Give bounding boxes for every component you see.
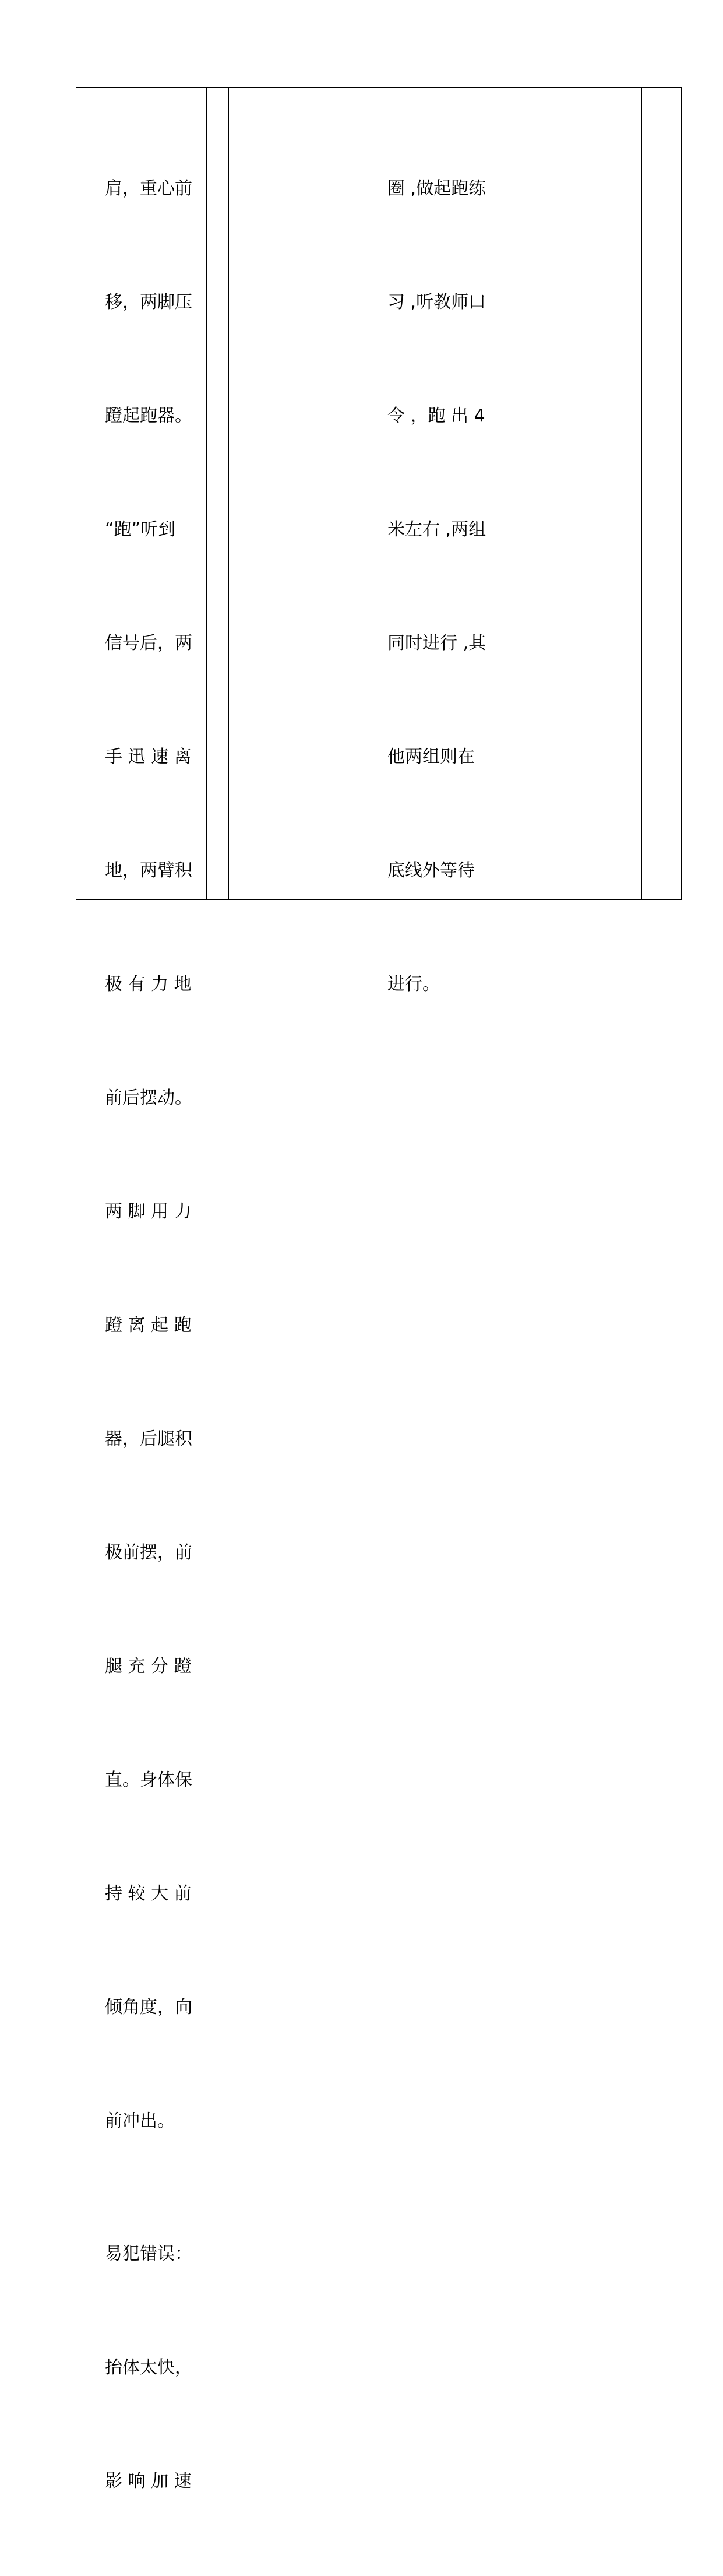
text-line: 习 ,听教师口 [387,292,486,312]
text-line: 米左右 ,两组 [387,519,486,540]
text-line: 信号后，两 [105,633,192,653]
text-line: 地，两臂积 [105,860,192,881]
column-divider [641,88,642,899]
technique-description-cell [105,94,207,2576]
text-line: 进行。 [387,974,440,994]
text-line: 肩，重心前 [105,178,192,199]
text-line: 两 脚 用 力 [105,1201,192,1222]
text-line: 直。身体保 [105,1770,192,1790]
text-line: 手 迅 速 离 [105,747,192,767]
text-line: 极前摆，前 [105,1542,192,1563]
text-line: 腿 充 分 蹬 [105,1656,192,1677]
lesson-plan-table [76,87,682,2491]
text-line: 持 较 大 前 [105,1883,192,1904]
text-line: 倾角度，向 [105,1997,192,2018]
column-divider [228,88,229,899]
text-line: 前冲出。 [105,2111,175,2131]
text-line: 同时进行 ,其 [387,633,486,653]
text-line: 前后摆动。 [105,1088,192,1108]
text-line: 令 ，跑 出 4 [387,406,485,426]
text-line: 底线外等待 [387,860,475,881]
text-line: “跑”听到 [105,519,176,540]
text-line: 抬体太快， [105,2357,192,2378]
text-line: 蹬 离 起 跑 [105,1315,192,1336]
practice-method-cell [387,94,498,1079]
text-line: 蹬起跑器。 [105,406,192,426]
text-line: 移，两脚压 [105,292,192,312]
text-line: 极 有 力 地 [105,974,192,994]
text-line: 易犯错误： [105,2244,192,2264]
text-line: 影 响 加 速 [105,2471,192,2491]
text-line: 器，后腿积 [105,1429,192,1449]
text-line: 他两组则在 [387,747,475,767]
text-line: 圈 ,做起跑练 [387,178,486,199]
